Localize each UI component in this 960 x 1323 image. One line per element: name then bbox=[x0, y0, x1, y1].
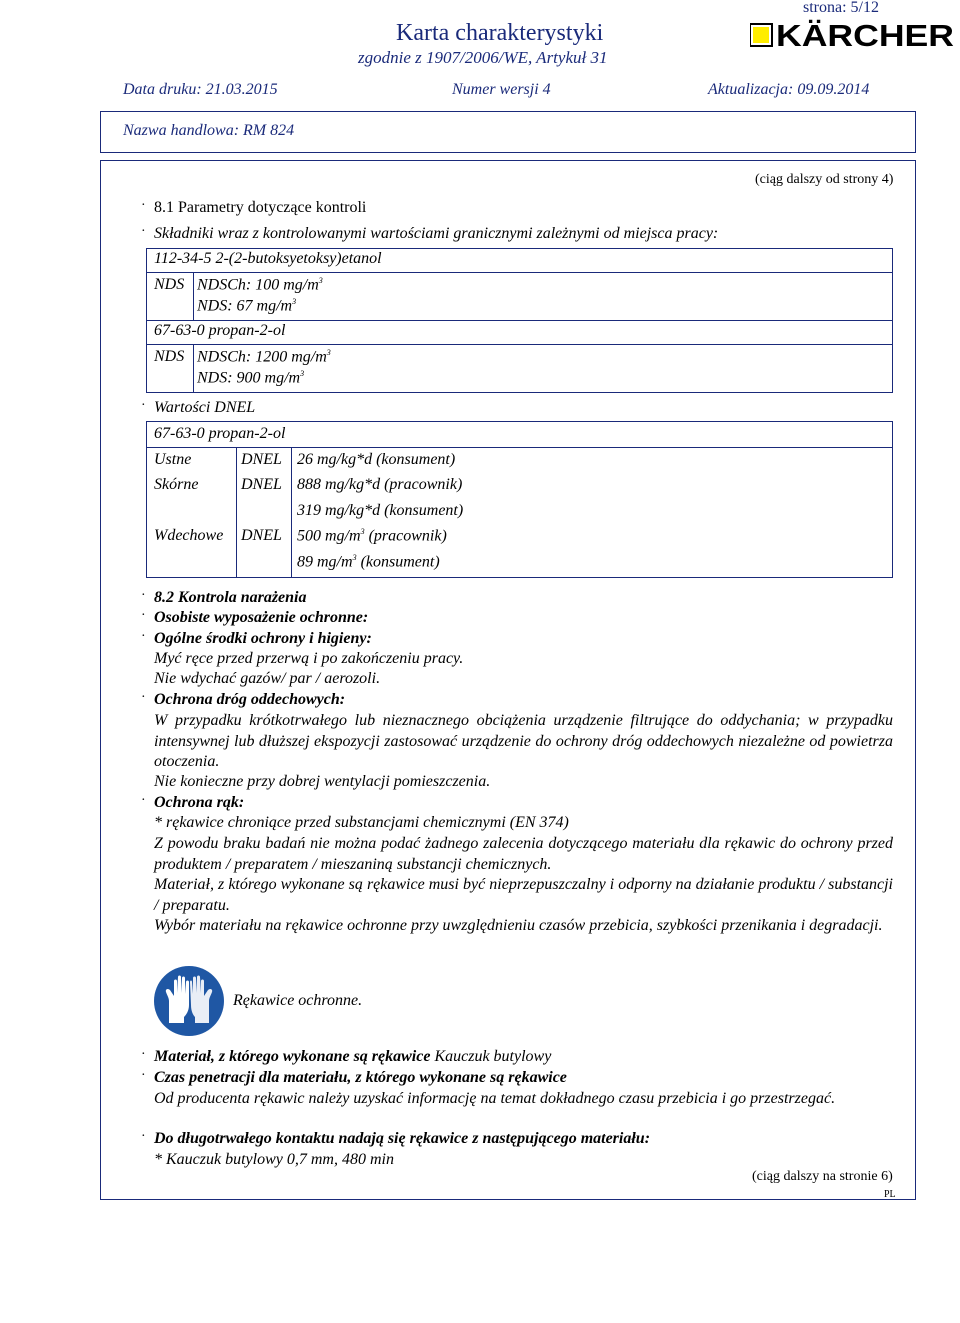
hand-text-4: Wybór materiału na rękawice ochronne przy uwzględnieniu czasów przebicia, szybkości przenikania i degradacji. bbox=[154, 917, 883, 934]
document-subtitle: zgodnie z 1907/2006/WE, Artykuł 31 bbox=[358, 48, 608, 67]
dnel-route-inhalation: Wdechowe bbox=[154, 527, 224, 544]
dnel-label: Wartości DNEL bbox=[154, 399, 256, 416]
general-text-1: Myć ręce przed przerwą i po zakończeniu pracy. bbox=[154, 650, 464, 667]
component-2-name: 67-63-0 propan-2-ol bbox=[154, 322, 286, 339]
dnel-value-oral: 26 mg/kg*d (konsument) bbox=[297, 451, 456, 468]
dnel-value-inhalation-consumer: 89 $mg/m^3$ (konsument) bbox=[297, 553, 440, 571]
dnel-value-dermal-worker: 888 mg/kg*d (pracownik) bbox=[297, 476, 463, 493]
dnel-route-dermal: Skórne bbox=[154, 476, 199, 493]
glove-material: Materiał, z którego wykonane są rękawice Kauczuk butylowy bbox=[154, 1048, 552, 1065]
components-label: Składniki wraz z kontrolowanymi wartościami granicznymi zależnymi od miejsca pracy: bbox=[154, 225, 719, 242]
update-date: Aktualizacja: 09.09.2014 bbox=[708, 81, 870, 98]
component-2-ndsch: NDSCh: 1200 $mg/m^3$ bbox=[197, 348, 331, 366]
general-measures-label: Ogólne środki ochrony i higieny: bbox=[154, 630, 372, 647]
component-1-name: 112-34-5 2-(2-butoksyetoksy)etanol bbox=[154, 250, 382, 267]
karcher-logo bbox=[750, 16, 955, 52]
component-2-nds: NDS: 900 $mg/m^3$ bbox=[197, 369, 305, 387]
gloves-caption: Rękawice ochronne. bbox=[233, 992, 363, 1009]
trade-name-box bbox=[100, 111, 916, 153]
print-date: Data druku: 21.03.2015 bbox=[123, 81, 278, 98]
respiratory-label: Ochrona dróg oddechowych: bbox=[154, 691, 346, 708]
long-contact-label: Do długotrwałego kontaktu nadają się rękawice z następującego materiału: bbox=[154, 1130, 651, 1147]
long-contact-value: * Kauczuk butylowy 0,7 mm, 480 min bbox=[154, 1151, 394, 1168]
component-2-type: NDS bbox=[154, 348, 185, 365]
dnel-table bbox=[146, 421, 893, 578]
hand-text-3: Materiał, z którego wykonane są rękawice musi być nieprzepuszczalny i odporny na działanie produktu / substancji / preparatu. bbox=[154, 876, 893, 914]
page-number: strona: 5/12 bbox=[803, 0, 879, 16]
section-8-1-title: 8.1 Parametry dotyczące kontroli bbox=[154, 199, 367, 216]
version-number: Numer wersji 4 bbox=[452, 81, 551, 98]
component-1-ndsch: NDSCh: 100 $mg/m^3$ bbox=[197, 276, 323, 294]
continued-from: (ciąg dalszy od strony 4) bbox=[755, 172, 894, 187]
continued-to: (ciąg dalszy na stronie 6) bbox=[752, 1169, 893, 1184]
hand-text-1: * rękawice chroniące przed substancjami chemicznymi (EN 374) bbox=[154, 814, 569, 831]
penetration-text: Od producenta rękawic należy uzyskać informację na temat dokładnego czasu przebicia i go przestrzegać. bbox=[154, 1090, 836, 1107]
dnel-substance: 67-63-0 propan-2-ol bbox=[154, 425, 286, 442]
trade-name: Nazwa handlowa: RM 824 bbox=[123, 122, 295, 139]
personal-protection-label: Osobiste wyposażenie ochronne: bbox=[154, 609, 369, 626]
component-1-type: NDS bbox=[154, 276, 185, 293]
hand-protection-label: Ochrona rąk: bbox=[154, 794, 245, 811]
section-8-2-title: 8.2 Kontrola narażenia bbox=[154, 589, 307, 606]
hand-text-2: Z powodu braku badań nie można podać żadnego zalecenia dotyczącego materiału dla rękawic do ochrony przed produktem / preparatem / mieszaniną substancji chemicznych. bbox=[154, 835, 893, 873]
gloves-icon bbox=[153, 965, 225, 1037]
language-code: PL bbox=[884, 1189, 896, 1200]
component-1-nds: NDS: 67 $mg/m^3$ bbox=[197, 297, 297, 315]
respiratory-text-2: Nie konieczne przy dobrej wentylacji pomieszczenia. bbox=[154, 773, 491, 790]
dnel-route-oral: Ustne bbox=[154, 451, 192, 468]
logo-text: KÄRCHER bbox=[776, 18, 954, 52]
penetration-label: Czas penetracji dla materiału, z którego wykonane są rękawice bbox=[154, 1069, 567, 1086]
respiratory-text-1: W przypadku krótkotrwałego lub nieznacznego obciążenia urządzenie filtrujące do oddychania; w przypadku intensywnej lub dłuższej ekspozycji zastosować urządzenie do ochrony dróg oddechowych niezależne od powietrza otoczenia. bbox=[154, 712, 893, 770]
dnel-value-dermal-consumer: 319 mg/kg*d (konsument) bbox=[297, 502, 464, 519]
general-text-2: Nie wdychać gazów/ par / aerozoli. bbox=[154, 670, 381, 687]
document-title: Karta charakterystyki bbox=[396, 20, 604, 46]
dnel-value-inhalation-worker: 500 $mg/m^3$ (pracownik) bbox=[297, 527, 447, 545]
